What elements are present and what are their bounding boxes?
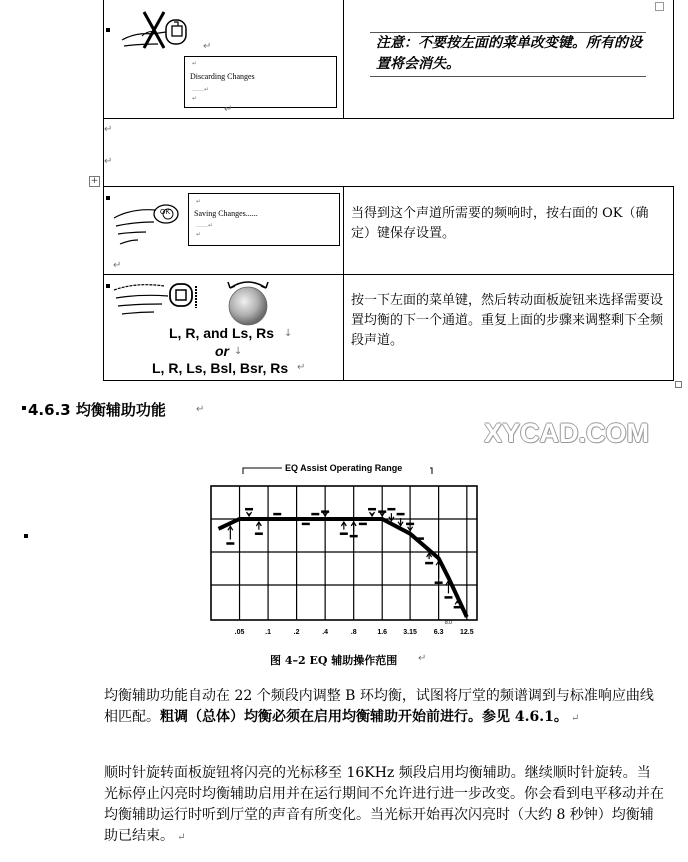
table-border-bottom (103, 380, 674, 381)
watermark-logo: XYCAD.COM (484, 418, 650, 448)
paragraph-1-text: 均衡辅助功能自动在 22 个频段内调整 B 环均衡，试图将厅堂的频谱调到与标准响应曲线相匹配。 (104, 688, 654, 725)
discarding-changes-dialog (184, 56, 337, 108)
table-border-row1-bottom (103, 118, 674, 119)
plot-frame (211, 486, 477, 620)
warning-note: 注意：不要按左面的菜单改变键。所有的设置将会消失。 (376, 35, 642, 72)
note-rule-bottom (370, 76, 646, 77)
x-tick-label: 12.5 (460, 629, 474, 636)
table-border-right-rows23 (673, 186, 674, 380)
bullet-row3 (106, 284, 110, 288)
table-border-right-row1 (673, 0, 674, 118)
table-divider-row1 (343, 0, 344, 118)
x-tick-label: .8 (350, 629, 357, 636)
paragraph-2-text: 顺时针旋转面板旋钮将闪亮的光标移至 16KHz 频段启用均衡辅助。继续顺时针旋转。当光标停止闪亮时均衡辅助启用并在运行期间不允许进行进一步改变。你会看到电平移动并在均衡辅助运行时听到厅堂的声音有所变化。当光标开始再次闪亮时（大约 8 秒钟）均衡辅助已结束。 (104, 765, 664, 844)
ok-key-label: OK (160, 209, 171, 216)
paragraph-1-bold: 粗调（总体）均衡必须在启用均衡辅助开始前进行。参见 4.6.1。 (160, 709, 568, 725)
x-axis-ticks (235, 620, 474, 636)
table-divider-rows23 (343, 186, 344, 380)
paragraph-1: 均衡辅助功能自动在 22 个频段内调整 B 环均衡，试图将厅堂的频谱调到与标准响应曲线相匹配。粗调（总体）均衡必须在启用均衡辅助开始前进行。参见 4.6.1。 ↵ (104, 688, 654, 725)
table-border-left (103, 0, 104, 380)
x-tick-label-small: 8.0 (444, 620, 452, 626)
channels-line-1: L, R, and Ls, Rs (169, 325, 275, 341)
ok-key-description: 当得到这个声道所需要的频响时，按右面的 OK（确定）键保存设置。 (351, 206, 649, 241)
x-tick-label: .1 (265, 629, 271, 636)
saving-changes-dialog (188, 193, 340, 246)
menu-key-description: 按一下左面的菜单键，然后转动面板旋钮来选择需要设置均衡的下一个通道。重复上面的步骤来调整剩下全频段声道。 (351, 293, 664, 348)
eq-assist-chart (200, 458, 482, 640)
hand-pressing-ok-key-icon (112, 200, 184, 260)
bullet-figure (24, 534, 28, 538)
bullet-row1 (106, 28, 110, 32)
x-tick-label: .2 (293, 629, 300, 636)
x-tick-label: 6.3 (433, 629, 444, 636)
bullet-row2 (106, 196, 110, 200)
discarding-changes-text: Discarding Changes (190, 72, 255, 81)
paragraph-2: 顺时针旋转面板旋钮将闪亮的光标移至 16KHz 频段启用均衡辅助。继续顺时针旋转。当光标停止闪亮时均衡辅助启用并在运行期间不允许进行进一步改变。你会看到电平移动并在均衡辅助运行时听到厅堂的声音有所变化。当光标开始再次闪亮时（大约 8 秒钟）均衡辅助已结束。 ↵ (104, 765, 664, 844)
table-border-row2-top (103, 186, 674, 187)
bullet-section (22, 406, 26, 410)
x-tick-label: .05 (234, 629, 245, 636)
table-resize-handle-icon[interactable] (675, 381, 682, 388)
table-move-handle-icon[interactable]: + (90, 176, 99, 186)
x-tick-label: .4 (322, 629, 329, 636)
chart-title: EQ Assist Operating Range (285, 463, 403, 473)
hand-pressing-menu-key-icon-2 (112, 278, 208, 318)
section-title: 4.6.3 均衡辅助功能 (28, 401, 166, 419)
x-tick-label: 3.15 (403, 629, 417, 636)
table-border-row3-top (103, 274, 674, 275)
figure-caption: 图 4–2 EQ 辅助操作范围 (270, 654, 398, 667)
saving-changes-text: Saving Changes...... (194, 209, 258, 218)
cell-marker (655, 2, 664, 11)
channels-or: or (215, 343, 229, 359)
channels-line-2: L, R, Ls, Bsl, Bsr, Rs (152, 360, 289, 376)
panel-knob-icon (222, 278, 274, 326)
x-tick-label: 1.6 (377, 629, 388, 636)
